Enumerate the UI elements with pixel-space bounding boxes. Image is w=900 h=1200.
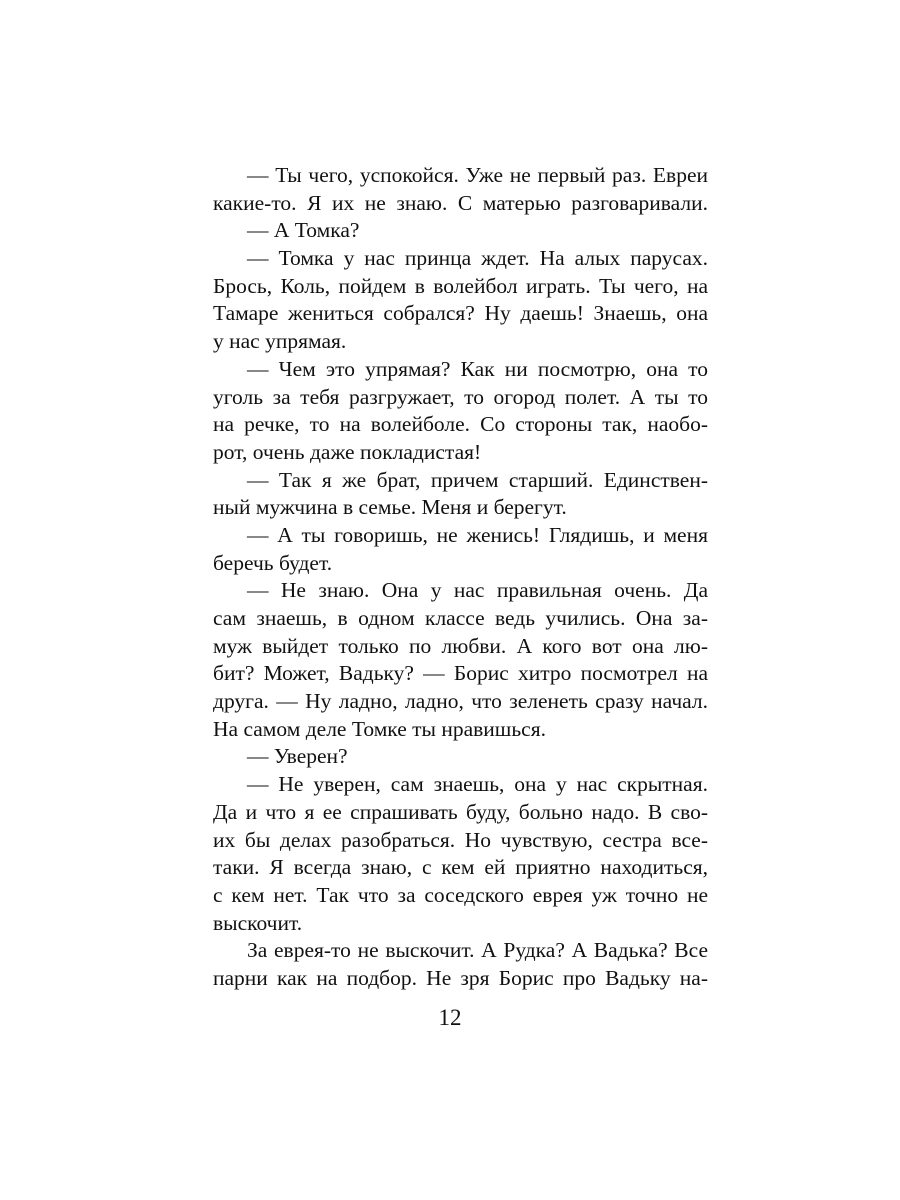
text-line: муж выйдет только по любви. А кого вот она лю- [213,633,708,658]
text-line: у нас упрямая. [213,329,347,354]
text-line: На самом деле Томке ты нравишься. [213,716,546,741]
text-line: — А ты говоришь, не женись! Глядишь, и меня [247,522,708,547]
text-line: — Чем это упрямая? Как ни посмотрю, она то [247,356,708,381]
text-line: выскочит. [213,910,303,935]
text-line: таки. Я всегда знаю, с кем ей приятно находиться, [213,855,708,880]
text-line: — Не знаю. Она у нас правильная очень. Да [247,578,708,603]
page-body-text [213,162,708,993]
text-line: — Уверен? [247,744,348,769]
text-line: на речке, то на волейболе. Со стороны так, наобо- [213,412,708,437]
text-line: бит? Может, Вадьку? — Борис хитро посмотрел на [213,661,708,686]
text-line: — Не уверен, сам знаешь, она у нас скрытная. [247,772,708,797]
text-line: рот, очень даже покладистая! [213,439,482,464]
text-line: какие-то. Я их не знаю. С матерью разговаривали. [213,190,708,215]
text-line: Да и что я ее спрашивать буду, больно надо. В сво- [213,799,708,824]
text-line: беречь будет. [213,550,333,575]
text-line: их бы делах разобраться. Но чувствую, сестра все- [213,827,708,852]
text-line: парни как на подбор. Не зря Борис про Вадьку на- [213,965,708,990]
text-line: ный мужчина в семье. Меня и берегут. [213,495,567,520]
text-line: Брось, Коль, пойдем в волейбол играть. Ты чего, на [213,273,708,298]
text-line: друга. — Ну ладно, ладно, что зеленеть сразу начал. [213,689,708,714]
text-line: За еврея-то не выскочит. А Рудка? А Вадька? Все [247,938,708,963]
text-line: уголь за тебя разгружает, то огород полет. А ты то [213,384,708,409]
text-line: — Ты чего, успокойся. Уже не первый раз. Евреи [247,163,708,187]
text-line: Тамаре жениться собрался? Ну даешь! Знаешь, она [213,301,708,326]
text-line: с кем нет. Так что за соседского еврея уж точно не [213,882,708,907]
page-number: 12 [438,1005,462,1030]
text-line: — Так я же брат, причем старший. Единствен- [247,467,708,492]
text-line: — А Томка? [247,218,360,243]
text-line: — Томка у нас принца ждет. На алых парусах. [247,246,708,271]
text-line: сам знаешь, в одном классе ведь учились. Она за- [213,606,708,630]
